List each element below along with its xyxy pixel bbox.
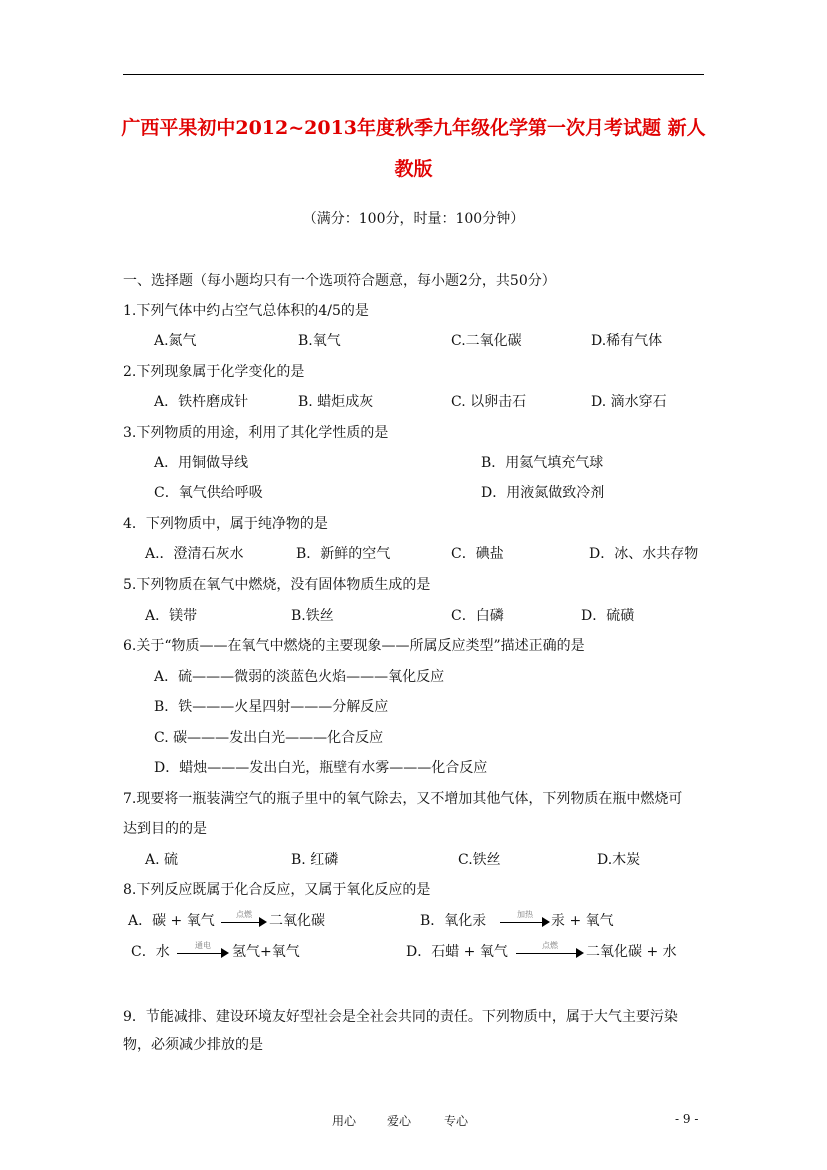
- question-7-stem-line1: 7.现要将一瓶装满空气的瓶子里中的氧气除去，又不增加其他气体，下列物质在瓶中燃烧可: [123, 791, 683, 807]
- q4-option-b: B．新鲜的空气: [296, 546, 391, 562]
- q8-b-condition: 加热: [517, 910, 533, 919]
- question-5-stem: 5.下列物质在氧气中燃烧，没有固体物质生成的是: [123, 577, 431, 593]
- q8-b-reactants: B．氧化汞: [420, 913, 487, 929]
- q7-option-d: D.木炭: [597, 852, 641, 868]
- question-2-stem: 2.下列现象属于化学变化的是: [123, 364, 305, 380]
- q8-d-products: 二氧化碳 + 水: [586, 944, 677, 960]
- q7-option-b: B. 红磷: [291, 852, 339, 868]
- question-8-stem: 8.下列反应既属于化合反应，又属于氧化反应的是: [123, 882, 431, 898]
- q3-option-c: C．氧气供给呼吸: [154, 485, 263, 501]
- question-1-stem: 1.下列气体中约占空气总体积的4/5的是: [123, 303, 369, 319]
- q8-a-reactants: A．碳 + 氧气: [128, 913, 215, 929]
- q2-option-a: A．铁杵磨成针: [154, 394, 249, 410]
- q2-option-b: B. 蜡炬成灰: [298, 394, 374, 410]
- footer-word-2: 爱心: [387, 1114, 412, 1128]
- footer-word-3: 专心: [444, 1114, 469, 1128]
- q1-option-b: B.氧气: [298, 333, 341, 349]
- reaction-arrow-icon: [500, 910, 550, 927]
- q4-option-c: C．碘盐: [451, 546, 504, 562]
- q6-option-b: B．铁———火星四射———分解反应: [154, 699, 389, 715]
- question-6-stem: 6.关于“物质——在氧气中燃烧的主要现象——所属反应类型”描述正确的是: [123, 638, 585, 654]
- q8-a-condition: 点燃: [236, 910, 252, 919]
- q5-option-b: B.铁丝: [291, 608, 334, 624]
- question-9-stem-line2: 物，必须减少排放的是: [123, 1037, 263, 1053]
- score-time-info: （满分：100分，时量：100分钟）: [302, 211, 525, 227]
- q3-option-a: A．用铜做导线: [154, 455, 249, 471]
- question-3-stem: 3.下列物质的用途，利用了其化学性质的是: [123, 425, 389, 441]
- q8-d-reactants: D．石蜡 + 氧气: [406, 944, 508, 960]
- q3-option-d: D．用液氮做致冷剂: [481, 485, 605, 501]
- section-heading: 一、选择题（每小题均只有一个选项符合题意，每小题2分，共50分）: [123, 273, 556, 289]
- q4-option-d: D．冰、水共存物: [589, 546, 699, 562]
- q8-c-reactants: C．水: [131, 944, 170, 960]
- q5-option-a: A．镁带: [145, 608, 198, 624]
- q5-option-c: C．白磷: [451, 608, 504, 624]
- header-rule: [123, 74, 704, 75]
- q2-option-c: C. 以卵击石: [451, 394, 527, 410]
- q8-c-condition: 通电: [195, 941, 211, 950]
- document-title-line2: 教版: [394, 158, 433, 180]
- question-7-stem-line2: 达到目的的是: [123, 821, 207, 837]
- q3-option-b: B．用氦气填充气球: [481, 455, 604, 471]
- q8-b-products: 汞 + 氧气: [551, 913, 614, 929]
- document-title-line1: 广西平果初中2012~2013年度秋季九年级化学第一次月考试题 新人: [121, 117, 706, 139]
- q1-option-d: D.稀有气体: [591, 333, 663, 349]
- q7-option-c: C.铁丝: [458, 852, 501, 868]
- question-4-stem: 4．下列物质中，属于纯净物的是: [123, 516, 328, 532]
- q6-option-c: C. 碳———发出白光———化合反应: [154, 730, 384, 746]
- page-number: - 9 -: [675, 1112, 699, 1126]
- q1-option-c: C.二氧化碳: [451, 333, 522, 349]
- reaction-arrow-icon: [516, 941, 584, 958]
- question-9-stem-line1: 9．节能减排、建设环境友好型社会是全社会共同的责任。下列物质中，属于大气主要污染: [123, 1009, 678, 1025]
- q1-option-a: A.氮气: [154, 333, 197, 349]
- footer-word-1: 用心: [332, 1114, 357, 1128]
- q5-option-d: D．硫磺: [581, 608, 635, 624]
- q7-option-a: A. 硫: [145, 852, 179, 868]
- q8-d-condition: 点燃: [542, 941, 558, 950]
- reaction-arrow-icon: [177, 941, 229, 958]
- reaction-arrow-icon: [221, 910, 267, 927]
- q2-option-d: D. 滴水穿石: [591, 394, 667, 410]
- q8-c-products: 氢气+氧气: [232, 944, 300, 960]
- q8-a-products: 二氧化碳: [269, 913, 325, 929]
- q4-option-a: A.．澄清石灰水: [145, 546, 244, 562]
- q6-option-d: D．蜡烛———发出白光，瓶壁有水雾———化合反应: [154, 760, 488, 776]
- q6-option-a: A．硫———微弱的淡蓝色火焰———氧化反应: [154, 669, 445, 685]
